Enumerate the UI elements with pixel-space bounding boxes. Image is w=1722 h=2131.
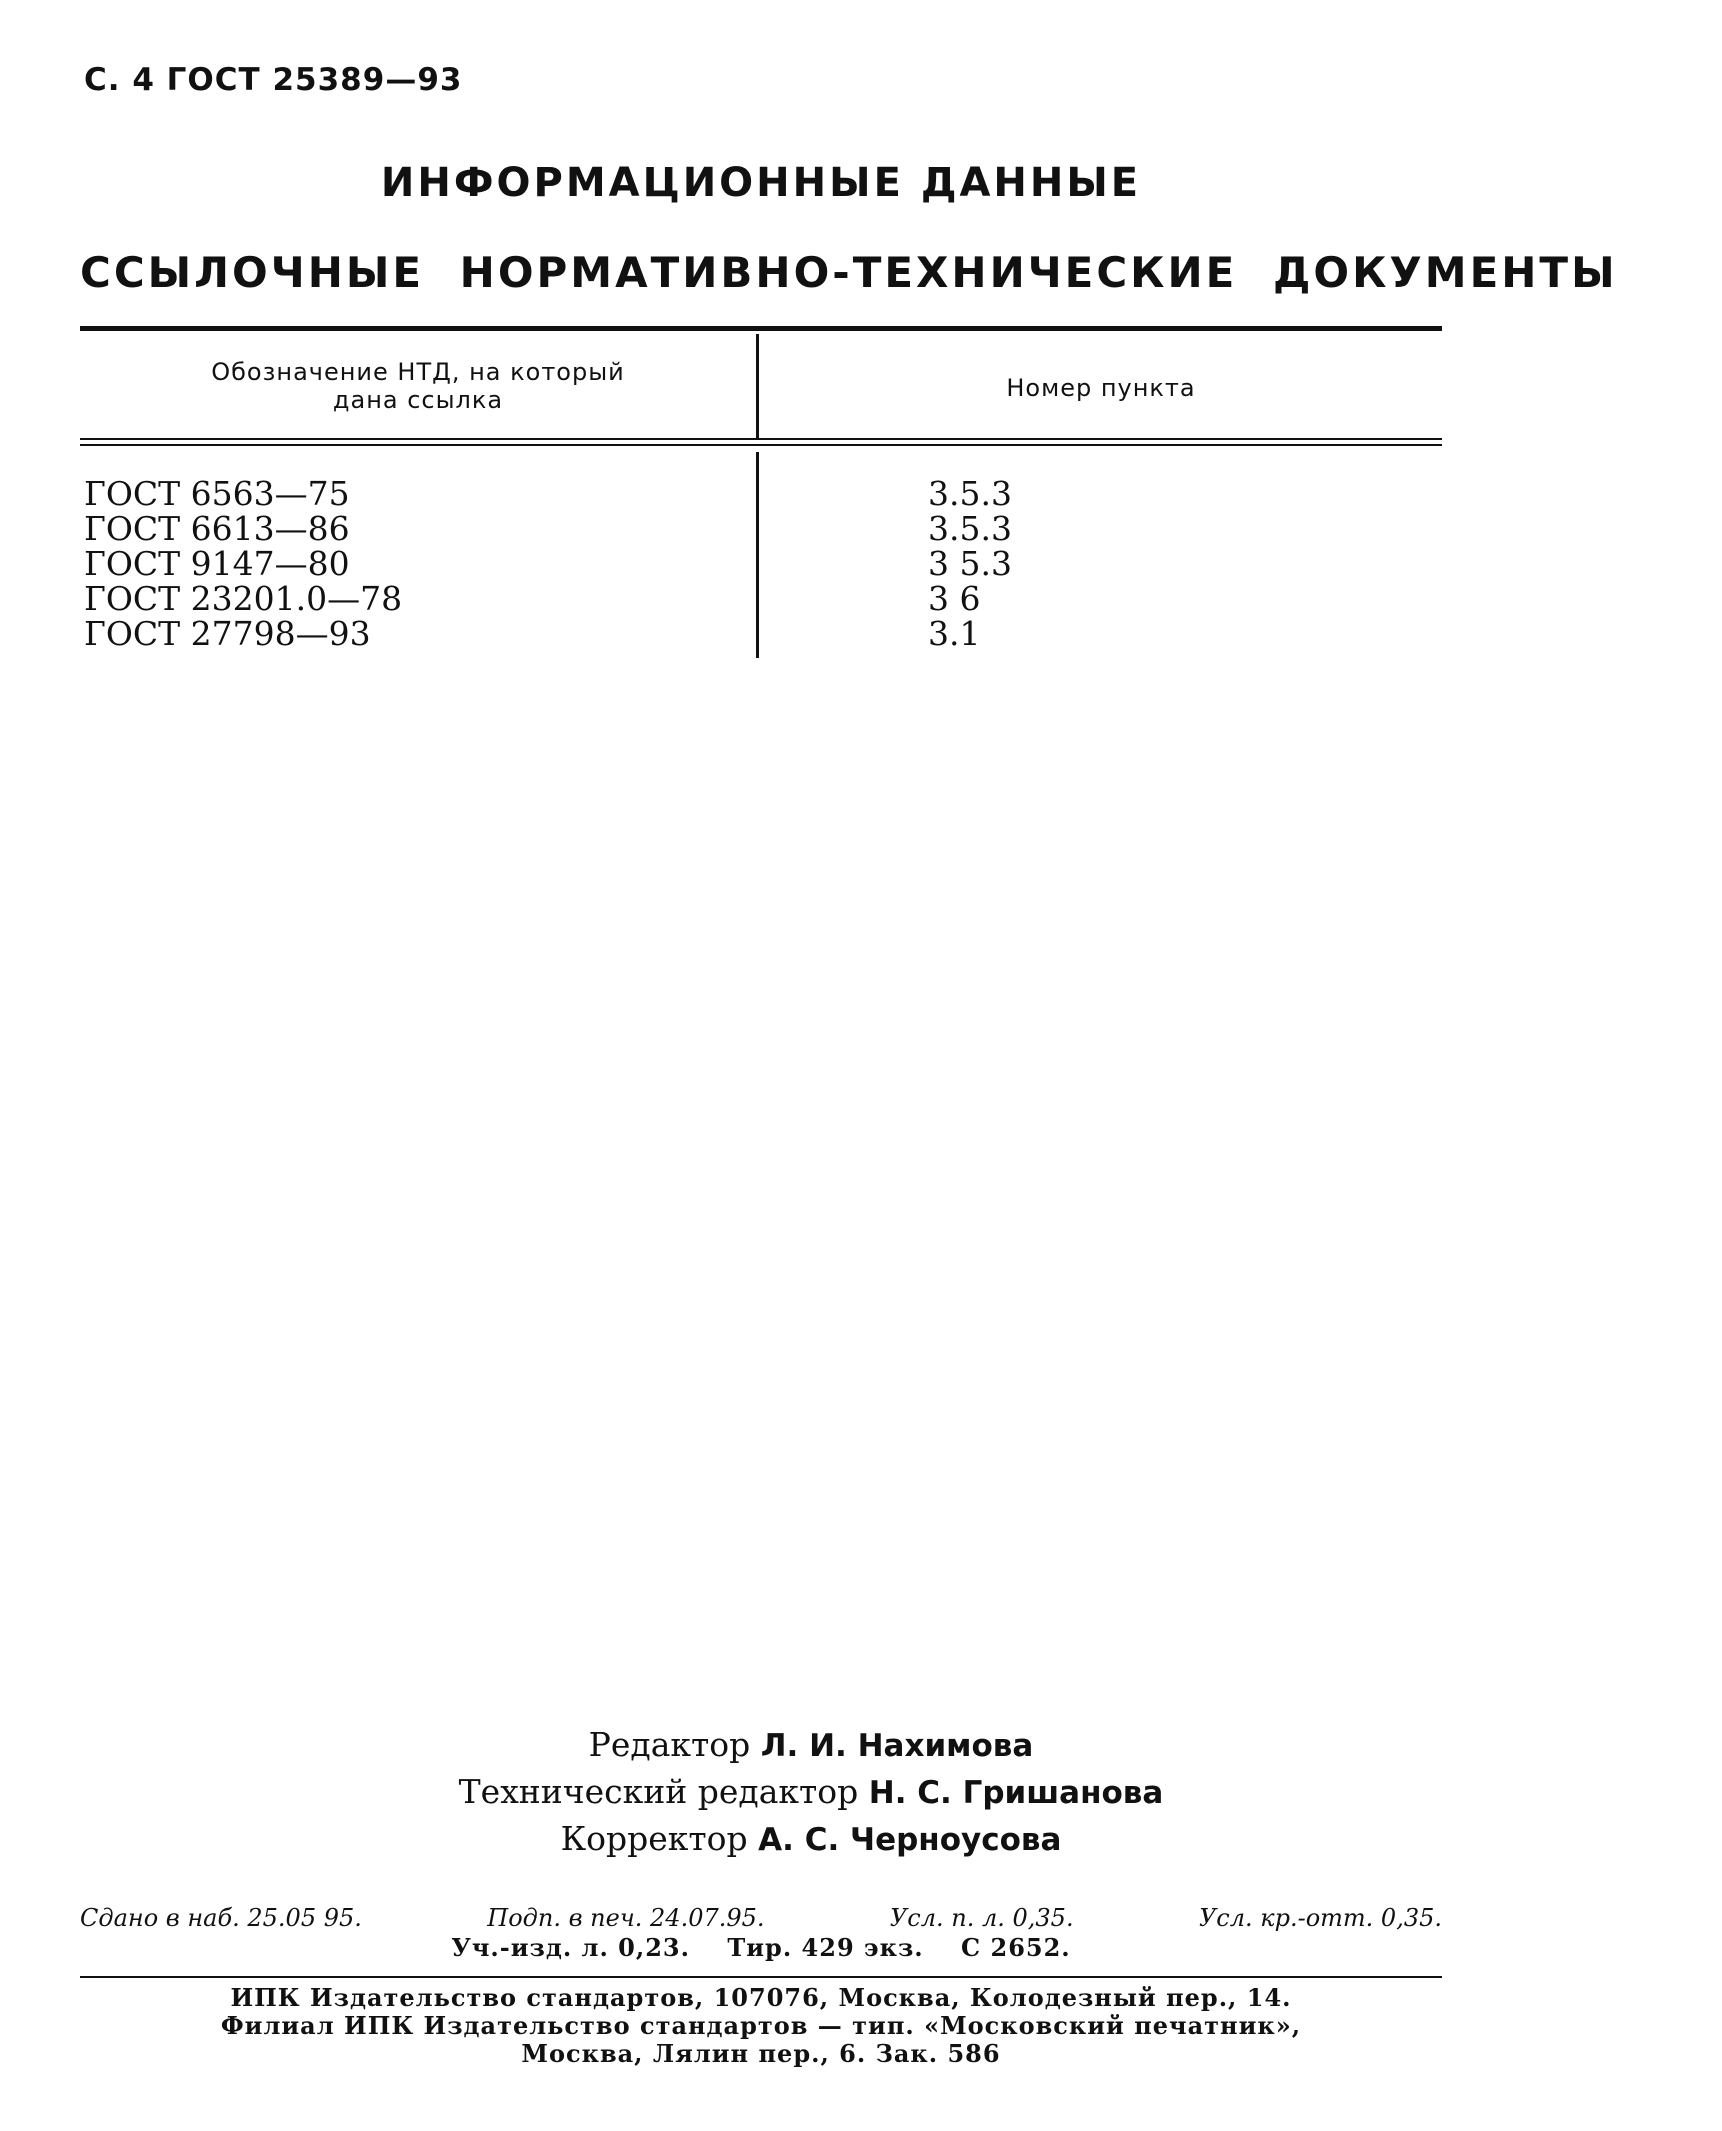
info-title: ИНФОРМАЦИОННЫЕ ДАННЫЕ [380, 160, 1142, 206]
tech-editor-name: Н. С. Гришанова [868, 1775, 1164, 1811]
imprint-block [80, 1903, 1442, 1963]
corrector-role: Корректор [560, 1819, 748, 1858]
publisher-line-3: Москва, Лялин пер., 6. Зак. 586 [521, 2039, 1001, 2068]
circulation: Тир. 429 экз. [727, 1933, 924, 1962]
table-row [80, 616, 1442, 651]
column-header-clause: Номер пункта [1006, 374, 1196, 402]
table-top-rule [80, 326, 1442, 331]
print-sheets: Усл. п. л. 0,35. [889, 1904, 1074, 1932]
table-row [80, 511, 1442, 546]
editor-role: Редактор [588, 1725, 751, 1764]
table-header-divider [756, 334, 759, 438]
imprint-line-2 [80, 1933, 1442, 1963]
imprint-line-1 [80, 1903, 1442, 1933]
column-header-document [80, 358, 756, 414]
clause-cell: 3.5.3 [928, 509, 1012, 548]
tech-editor-role: Технический редактор [458, 1772, 859, 1811]
page-header: С. 4 ГОСТ 25389—93 [84, 62, 463, 98]
signed-date: Подп. в печ. 24.07.95. [487, 1904, 765, 1932]
order-code: С 2652. [961, 1933, 1071, 1962]
table-header-rule-upper [80, 438, 1442, 440]
table-row [80, 546, 1442, 581]
document-cell: ГОСТ 6613—86 [84, 509, 350, 548]
document-cell: ГОСТ 27798—93 [84, 614, 371, 653]
clause-cell: 3.1 [928, 614, 981, 653]
clause-cell: 3 5.3 [928, 544, 1012, 583]
table-header-rule-lower [80, 444, 1442, 446]
clause-cell: 3.5.3 [928, 474, 1012, 513]
column-header-document-line2: дана ссылка [332, 386, 504, 414]
credits-block [0, 1722, 1672, 1863]
publisher-line-2: Филиал ИПК Издательство стандартов — тип. «Московский печатник», [220, 2011, 1302, 2040]
editor-name: Л. И. Нахимова [760, 1728, 1034, 1764]
column-header-document-line1: Обозначение НТД, на который [211, 358, 625, 386]
footer-rule [80, 1976, 1442, 1978]
tech-editor-line [0, 1769, 1672, 1816]
clause-cell: 3 6 [928, 579, 981, 618]
reference-table-body [80, 476, 1442, 651]
document-cell: ГОСТ 23201.0—78 [84, 579, 403, 618]
document-cell: ГОСТ 9147—80 [84, 544, 350, 583]
corrector-name: А. С. Черноусова [758, 1822, 1062, 1858]
table-row [80, 476, 1442, 511]
publisher-block [80, 1984, 1442, 2068]
editor-line [0, 1722, 1672, 1769]
table-row [80, 581, 1442, 616]
color-prints: Усл. кр.-отт. 0,35. [1198, 1904, 1442, 1932]
corrector-line [0, 1816, 1672, 1863]
submitted-date: Сдано в наб. 25.05 95. [80, 1904, 362, 1932]
publisher-line-1: ИПК Издательство стандартов, 107076, Москва, Колодезный пер., 14. [230, 1983, 1292, 2012]
publication-sheets: Уч.-изд. л. 0,23. [451, 1933, 690, 1962]
document-cell: ГОСТ 6563—75 [84, 474, 350, 513]
section-title: ССЫЛОЧНЫЕ НОРМАТИВНО-ТЕХНИЧЕСКИЕ ДОКУМЕНТЫ [80, 248, 1618, 297]
